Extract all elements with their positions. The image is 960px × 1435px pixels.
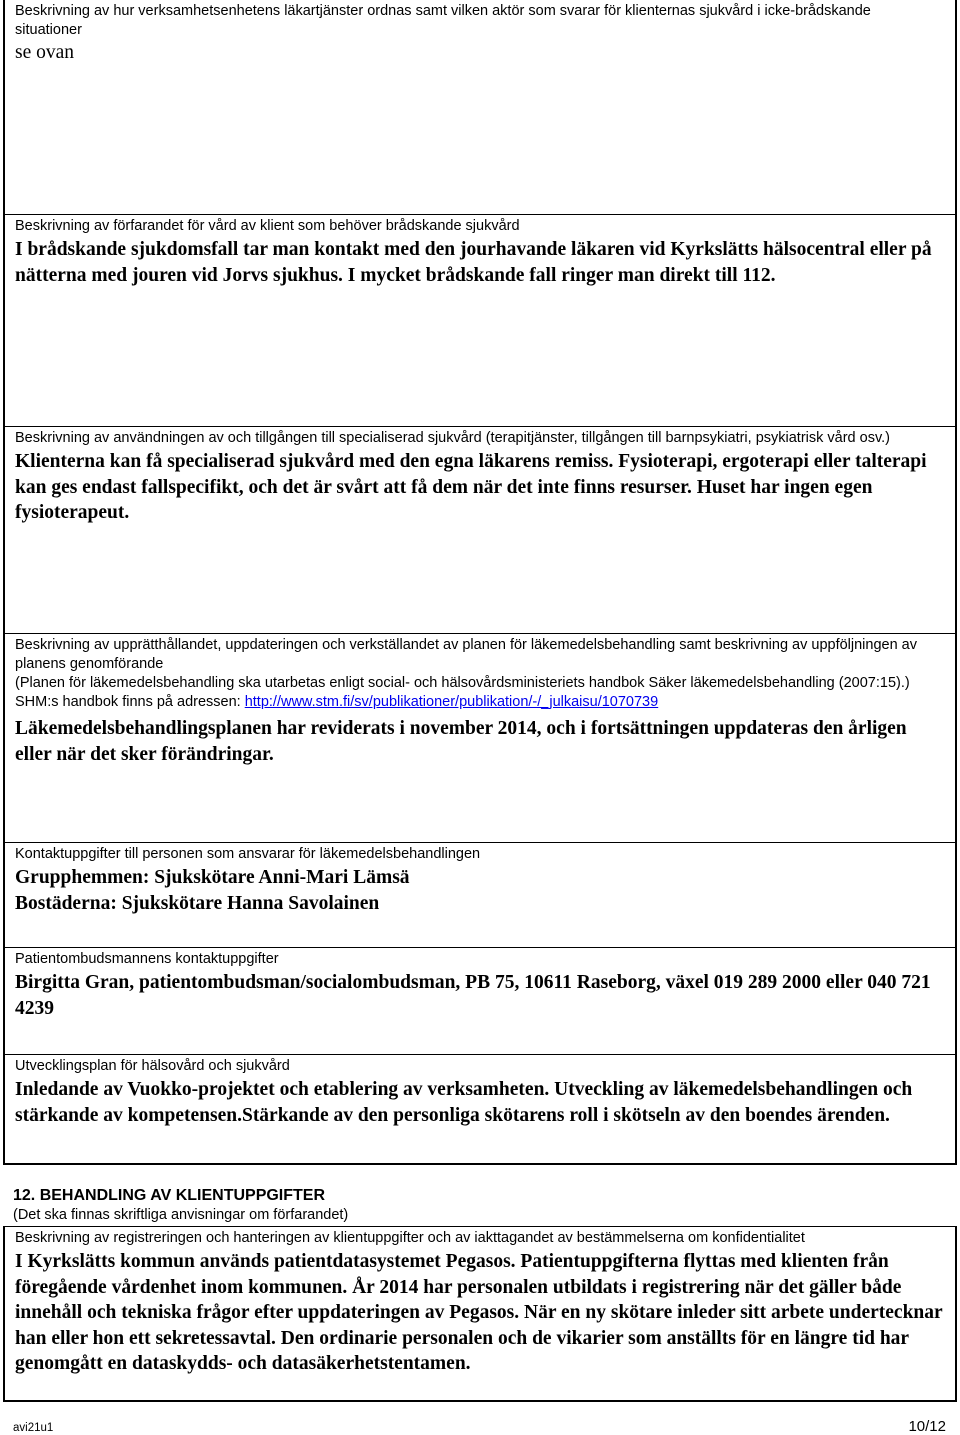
footer-page-number: 10/12 bbox=[908, 1418, 946, 1435]
section-urgent-care bbox=[5, 214, 955, 426]
section-label: Beskrivning av upprätthållandet, uppdateringen och verkställandet av planen för läkemedelsbehandling samt beskrivning av uppföljningen av planens genomförande bbox=[15, 637, 917, 672]
shm-handbook-link[interactable]: http://www.stm.fi/sv/publikationer/publikation/-/_julkaisu/1070739 bbox=[244, 694, 659, 710]
section-doctor-services bbox=[5, 0, 955, 214]
section-label: Utvecklingsplan för hälsovård och sjukvård bbox=[15, 1058, 290, 1074]
form-box-upper bbox=[3, 0, 957, 1165]
section-label: Beskrivning av hur verksamhetsenhetens läkartjänster ordnas samt vilken aktör som svarar för klienternas sjukvård i icke-brådskande situationer bbox=[15, 3, 871, 38]
section-note-text: (Planen för läkemedelsbehandling ska utarbetas enligt social- och hälsovårdsministeriets handbok Säker läkemedelsbehandling (2007:15).) SHM:s handbok finns på adressen: bbox=[15, 675, 910, 710]
contact-line-housing: Bostäderna: Sjukskötare Hanna Savolainen bbox=[15, 892, 380, 914]
section-answer: Inledande av Vuokko-projektet och etablering av verksamheten. Utveckling av läkemedelsbehandlingen och stärkande av kompetensen.Stärkande av den personliga skötarens roll i skötseln av den boendes ärenden. bbox=[15, 1079, 913, 1126]
section-answer: Birgitta Gran, patientombudsman/socialombudsman, PB 75, 10611 Raseborg, växel 019 289 2000 eller 040 721 4239 bbox=[15, 972, 931, 1019]
section-label: Beskrivning av förfarandet för vård av klient som behöver brådskande sjukvård bbox=[15, 218, 520, 234]
section-answer: se ovan bbox=[15, 42, 75, 63]
section-answer: Läkemedelsbehandlingsplanen har reviderats i november 2014, och i fortsättningen uppdateras den årligen eller när det sker förändringar. bbox=[15, 718, 907, 765]
section-specialized-care bbox=[5, 426, 955, 633]
section-12-subheading: (Det ska finnas skriftliga anvisningar om förfarandet) bbox=[13, 1207, 349, 1223]
section-medication-contact bbox=[5, 842, 955, 947]
section-answer: I brådskande sjukdomsfall tar man kontakt med den jourhavande läkaren vid Kyrkslätts hälsocentral eller på nätterna med jouren vid Jorvs sjukhus. I mycket brådskande fall ringer man direkt till 112. bbox=[15, 239, 932, 286]
section-medication-plan bbox=[5, 633, 955, 842]
section-patient-ombudsman bbox=[5, 947, 955, 1054]
section-label: Beskrivning av användningen av och tillgången till specialiserad sjukvård (terapitjänster, tillgången till barnpsykiatri, psykiatrisk vård osv.) bbox=[15, 430, 890, 446]
section-answer: Klienterna kan få specialiserad sjukvård med den egna läkarens remiss. Fysioterapi, ergoterapi eller talterapi kan ges endast fallspecifikt, och det är svårt att få dem när det inte finns resurser. Huset har ingen egen fysioterapeut. bbox=[15, 451, 927, 523]
section-development-plan bbox=[5, 1054, 955, 1163]
section-label: Kontaktuppgifter till personen som ansvarar för läkemedelsbehandlingen bbox=[15, 846, 481, 862]
section-12-heading: 12. BEHANDLING AV KLIENTUPPGIFTER bbox=[13, 1187, 326, 1204]
section-note bbox=[15, 674, 945, 712]
section-client-records bbox=[5, 1227, 955, 1401]
section-answer: I Kyrkslätts kommun används patientdatasystemet Pegasos. Patientuppgifterna flyttas med klienten från föregående vårdenhet inom kommunen. År 2014 har personalen utbildats i registrering när det gäller både innehåll och tekniska frågor efter uppdateringen av Pegasos. När en ny skötare inleder sitt arbete undertecknar han eller hon ett sekretessavtal. Den ordinarie personalen och de vikarier som anställts för en längre tid har genomgått en dataskydds- och datasäkerhetstentamen. bbox=[15, 1251, 943, 1374]
section-label: Beskrivning av registreringen och hanteringen av klientuppgifter och av iakttagandet av bestämmelserna om konfidentialitet bbox=[15, 1230, 805, 1246]
section-label: Patientombudsmannens kontaktuppgifter bbox=[15, 951, 279, 967]
footer-doc-code: avi21u1 bbox=[13, 1422, 54, 1434]
form-box-lower bbox=[3, 1226, 957, 1402]
contact-line-grouphomes: Grupphemmen: Sjukskötare Anni-Mari Lämsä bbox=[15, 867, 410, 888]
